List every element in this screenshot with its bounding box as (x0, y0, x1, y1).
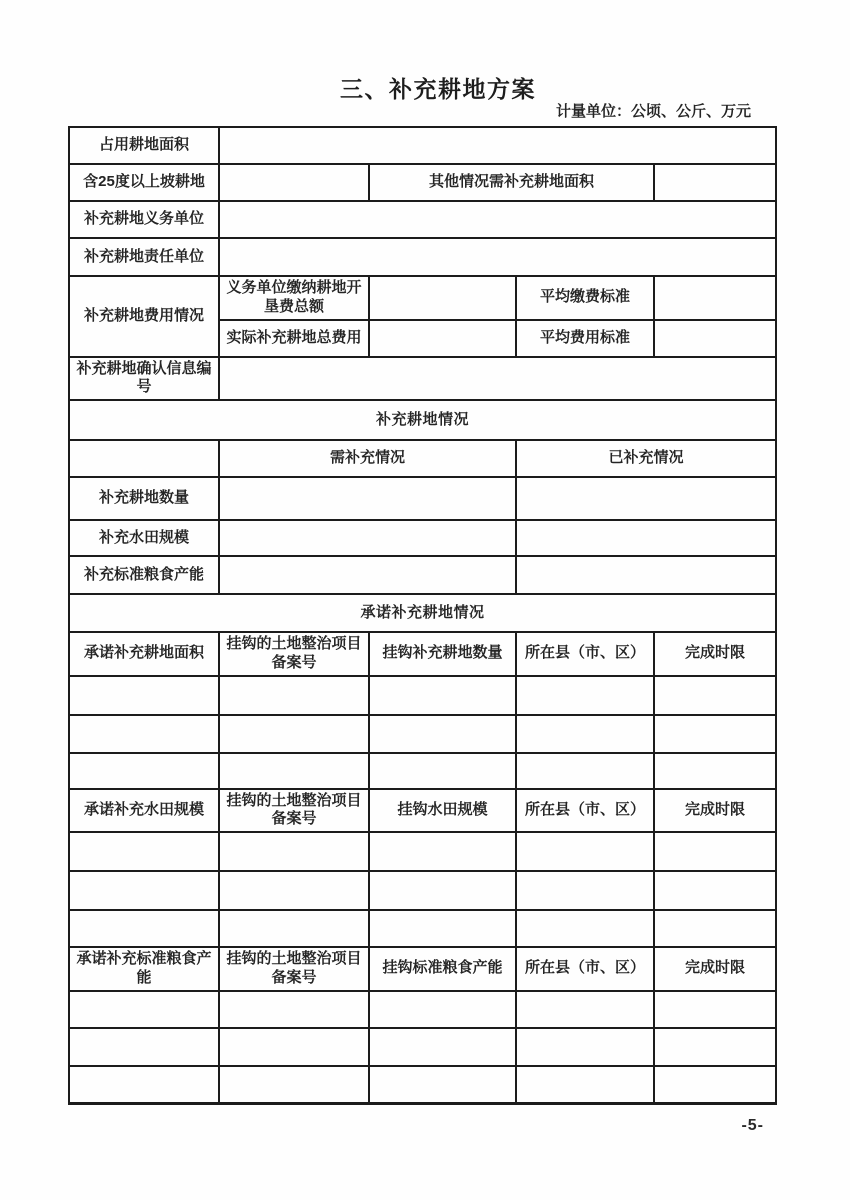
responsibility-unit-label-cell: 补充耕地责任单位 (69, 238, 219, 276)
blank-cell (219, 1028, 369, 1066)
avg-payment-label-cell: 平均缴费标准 (516, 276, 654, 320)
blank-cell (369, 753, 516, 789)
promise-paddy-blank-row (69, 910, 776, 947)
promise-paddy-blank-row (69, 832, 776, 871)
promise-grain-label-cell: 承诺补充标准粮食产能 (69, 947, 219, 991)
blank-cell (69, 871, 219, 910)
blank-cell (219, 676, 369, 715)
slope25-value-cell (219, 164, 369, 201)
avg-payment-value-cell (654, 276, 776, 320)
blank-cell (654, 715, 776, 753)
blank-cell (219, 1066, 369, 1104)
promise-grain-blank-row (69, 1066, 776, 1104)
obligation-unit-label-cell: 补充耕地义务单位 (69, 201, 219, 238)
blank-cell (516, 871, 654, 910)
actual-cost-label-cell: 实际补充耕地总费用 (219, 320, 369, 357)
responsibility-unit-value-cell (219, 238, 776, 276)
grain-need-value-cell (219, 556, 516, 594)
blank-cell (654, 1066, 776, 1104)
reclamation-fee-label-cell: 义务单位缴纳耕地开垦费总额 (219, 276, 369, 320)
blank-cell (654, 676, 776, 715)
occupied-area-value-cell (219, 127, 776, 164)
blank-cell (69, 1066, 219, 1104)
promise-area-label-cell: 承诺补充耕地面积 (69, 632, 219, 676)
blank-cell (69, 753, 219, 789)
blank-cell (654, 832, 776, 871)
fee-section-label-cell: 补充耕地费用情况 (69, 276, 219, 357)
blank-cell (516, 1066, 654, 1104)
supplement-corner-blank-cell (69, 440, 219, 477)
promise-grain-blank-row (69, 1028, 776, 1066)
promise-grain-county-header-cell: 所在县（市、区） (516, 947, 654, 991)
obligation-unit-value-cell (219, 201, 776, 238)
blank-cell (69, 991, 219, 1028)
promise-grain-linked-header-cell: 挂钩标准粮食产能 (369, 947, 516, 991)
blank-cell (369, 871, 516, 910)
promise-paddy-label-cell: 承诺补充水田规模 (69, 789, 219, 833)
need-supplement-header-cell: 需补充情况 (219, 440, 516, 477)
blank-cell (219, 871, 369, 910)
paddy-need-value-cell (219, 520, 516, 556)
promise-paddy-project-header-cell: 挂钩的土地整治项目备案号 (219, 789, 369, 833)
quantity-label-cell: 补充耕地数量 (69, 477, 219, 520)
promise-area-linked-header-cell: 挂钩补充耕地数量 (369, 632, 516, 676)
avg-cost-value-cell (654, 320, 776, 357)
blank-cell (516, 910, 654, 947)
other-cases-label-cell: 其他情况需补充耕地面积 (369, 164, 654, 201)
done-supplement-header-cell: 已补充情况 (516, 440, 776, 477)
paddy-label-cell: 补充水田规模 (69, 520, 219, 556)
actual-cost-value-cell (369, 320, 516, 357)
promise-area-county-header-cell: 所在县（市、区） (516, 632, 654, 676)
blank-cell (219, 753, 369, 789)
blank-cell (369, 1028, 516, 1066)
promise-area-blank-row (69, 753, 776, 789)
avg-cost-label-cell: 平均费用标准 (516, 320, 654, 357)
blank-cell (516, 676, 654, 715)
confirmation-number-value-cell (219, 357, 776, 401)
promise-section-header-cell: 承诺补充耕地情况 (69, 594, 776, 632)
promise-area-blank-row (69, 715, 776, 753)
paddy-done-value-cell (516, 520, 776, 556)
page-number: -5- (741, 1117, 764, 1134)
blank-cell (516, 832, 654, 871)
blank-cell (516, 1028, 654, 1066)
grain-done-value-cell (516, 556, 776, 594)
promise-paddy-blank-row (69, 871, 776, 910)
blank-cell (654, 1028, 776, 1066)
promise-paddy-deadline-header-cell: 完成时限 (654, 789, 776, 833)
blank-cell (654, 871, 776, 910)
blank-cell (219, 991, 369, 1028)
blank-cell (69, 676, 219, 715)
supplement-section-header-cell: 补充耕地情况 (69, 400, 776, 440)
blank-cell (69, 1028, 219, 1066)
promise-area-blank-row (69, 676, 776, 715)
reclamation-fee-value-cell (369, 276, 516, 320)
promise-grain-deadline-header-cell: 完成时限 (654, 947, 776, 991)
promise-grain-project-header-cell: 挂钩的土地整治项目备案号 (219, 947, 369, 991)
blank-cell (369, 832, 516, 871)
page-title: 三、补充耕地方案 (340, 76, 536, 102)
blank-cell (654, 753, 776, 789)
quantity-done-value-cell (516, 477, 776, 520)
blank-cell (69, 715, 219, 753)
blank-cell (654, 910, 776, 947)
promise-grain-blank-row (69, 991, 776, 1028)
grain-label-cell: 补充标准粮食产能 (69, 556, 219, 594)
blank-cell (369, 991, 516, 1028)
promise-area-project-header-cell: 挂钩的土地整治项目备案号 (219, 632, 369, 676)
slope25-label-cell: 含25度以上坡耕地 (69, 164, 219, 201)
measurement-unit-note: 计量单位：公顷、公斤、万元 (555, 103, 751, 120)
other-cases-value-cell (654, 164, 776, 201)
blank-cell (69, 910, 219, 947)
blank-cell (219, 715, 369, 753)
blank-cell (654, 991, 776, 1028)
blank-cell (369, 1066, 516, 1104)
promise-paddy-linked-header-cell: 挂钩水田规模 (369, 789, 516, 833)
blank-cell (516, 991, 654, 1028)
promise-area-deadline-header-cell: 完成时限 (654, 632, 776, 676)
occupied-area-label-cell: 占用耕地面积 (69, 127, 219, 164)
confirmation-number-label-cell: 补充耕地确认信息编号 (69, 357, 219, 401)
blank-cell (516, 753, 654, 789)
blank-cell (369, 910, 516, 947)
blank-cell (516, 715, 654, 753)
blank-cell (369, 676, 516, 715)
blank-cell (69, 832, 219, 871)
quantity-need-value-cell (219, 477, 516, 520)
blank-cell (219, 832, 369, 871)
supplement-plan-table (68, 126, 777, 1105)
promise-paddy-county-header-cell: 所在县（市、区） (516, 789, 654, 833)
blank-cell (369, 715, 516, 753)
blank-cell (219, 910, 369, 947)
